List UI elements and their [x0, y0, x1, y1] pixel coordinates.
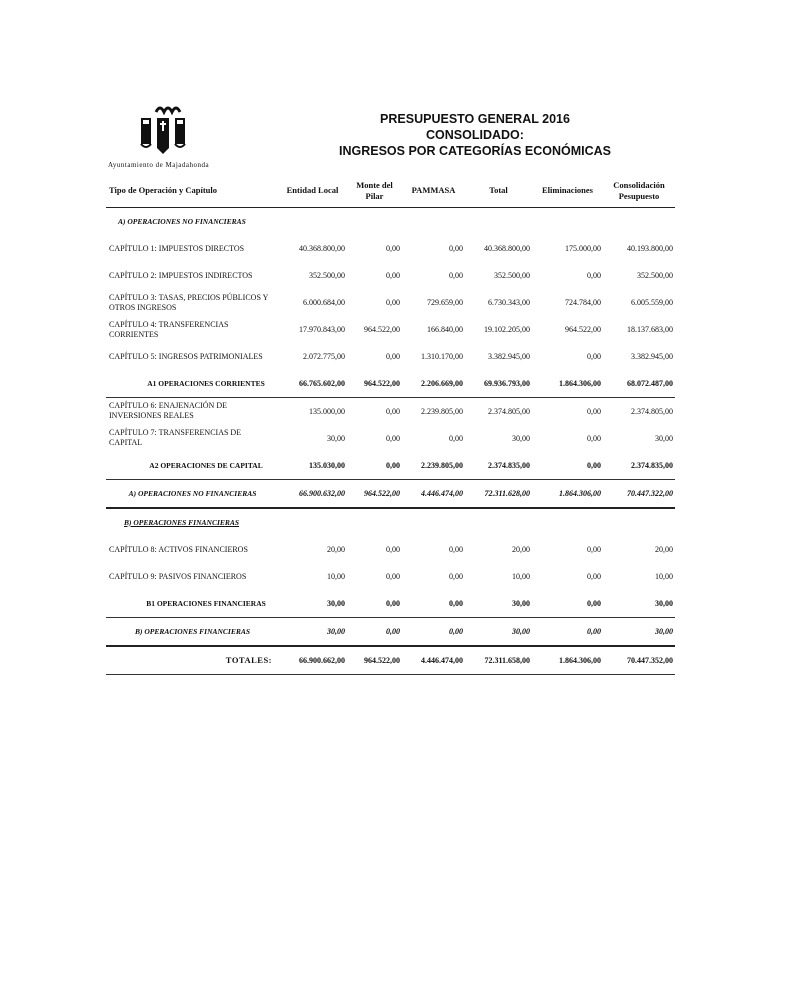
row-value: 66.765.602,00	[278, 370, 347, 398]
row-value: 0,00	[402, 617, 465, 646]
col-header-entidad: Entidad Local	[286, 185, 339, 195]
row-value: 0,00	[587, 433, 601, 443]
row-value: 0,00	[347, 617, 402, 646]
row-value: 175.000,00	[565, 244, 601, 253]
row-value: 30,00	[278, 617, 347, 646]
table-row	[106, 536, 675, 563]
row-value: 30,00	[512, 433, 530, 443]
row-value: 0,00	[587, 571, 601, 581]
row-value: 0,00	[532, 590, 603, 618]
row-value: 0,00	[386, 433, 400, 443]
row-value: 0,00	[386, 298, 400, 307]
row-value: 0,00	[386, 244, 400, 253]
row-value: 0,00	[386, 544, 400, 554]
row-value: 0,00	[347, 590, 402, 618]
row-value: 0,00	[532, 617, 603, 646]
subtotal-row-b1	[106, 590, 675, 618]
organization-name: Ayuntamiento de Majadahonda	[108, 161, 210, 169]
total-row-a	[106, 479, 675, 508]
row-value: 0,00	[587, 352, 601, 361]
row-value: 3.382.945,00	[631, 352, 673, 361]
row-value: 2.374.835,00	[603, 452, 675, 480]
row-value: 135.030,00	[278, 452, 347, 480]
row-label: CAPÍTULO 5: INGRESOS PATRIMONIALES	[109, 352, 263, 361]
row-value: 70.447.322,00	[603, 479, 675, 508]
row-value: 30,00	[278, 590, 347, 618]
row-value: 4.446.474,00	[402, 479, 465, 508]
row-value: 18.137.683,00	[627, 325, 673, 334]
col-header-consolidacion: Consolidación Pesupuesto	[613, 179, 665, 201]
report-heading: INGRESOS POR CATEGORÍAS ECONÓMICAS	[338, 144, 611, 158]
row-value: 0,00	[347, 452, 402, 480]
row-value: 724.784,00	[565, 298, 601, 307]
row-value: 0,00	[449, 433, 463, 443]
row-value: 6.000.684,00	[303, 298, 345, 307]
table-row	[106, 289, 675, 316]
table-row	[106, 398, 675, 425]
row-label: TOTALES:	[106, 646, 278, 675]
row-value: 72.311.628,00	[465, 479, 532, 508]
row-value: 166.840,00	[427, 325, 463, 334]
row-value: 6.730.343,00	[488, 298, 530, 307]
row-value: 0,00	[587, 271, 601, 280]
row-value: 70.447.352,00	[603, 646, 675, 675]
col-header-total: Total	[489, 185, 508, 195]
row-value: 0,00	[532, 452, 603, 480]
row-label: CAPÍTULO 6: ENAJENACIÓN DE INVERSIONES REALES	[109, 401, 227, 421]
report-subtitle: CONSOLIDADO:	[426, 128, 524, 142]
row-value: 352.500,00	[637, 271, 673, 280]
row-value: 10,00	[512, 571, 530, 581]
table-row	[106, 425, 675, 452]
budget-table	[106, 174, 675, 675]
row-value: 352.500,00	[309, 271, 345, 280]
row-value: 0,00	[386, 271, 400, 280]
row-value: 10,00	[655, 571, 673, 581]
total-row-b	[106, 617, 675, 646]
row-value: 0,00	[386, 571, 400, 581]
row-value: 19.102.205,00	[484, 325, 530, 334]
row-value: 20,00	[655, 544, 673, 554]
row-value: 2.374.805,00	[488, 406, 530, 416]
row-value: 0,00	[386, 406, 400, 416]
subtotal-row-a1	[106, 370, 675, 398]
col-header-pammasa: PAMMASA	[411, 185, 456, 195]
row-label: A) OPERACIONES NO FINANCIERAS	[106, 479, 278, 508]
row-value: 964.522,00	[347, 370, 402, 398]
row-value: 135.000,00	[309, 406, 345, 416]
row-label: CAPÍTULO 2: IMPUESTOS INDIRECTOS	[109, 271, 253, 280]
section-heading-b	[106, 508, 675, 536]
row-label: B) OPERACIONES FINANCIERAS	[106, 617, 278, 646]
table-row	[106, 262, 675, 289]
row-label: B1 OPERACIONES FINANCIERAS	[106, 590, 278, 618]
row-value: 0,00	[402, 590, 465, 618]
grand-total-row	[106, 646, 675, 675]
row-value: 0,00	[587, 406, 601, 416]
row-value: 30,00	[465, 590, 532, 618]
section-label: B) OPERACIONES FINANCIERAS	[124, 517, 240, 527]
row-value: 69.936.793,00	[465, 370, 532, 398]
row-label: CAPÍTULO 4: TRANSFERENCIAS CORRIENTES	[109, 319, 229, 339]
row-value: 2.374.805,00	[631, 406, 673, 416]
report-title: PRESUPUESTO GENERAL 2016	[380, 112, 570, 126]
table-row	[106, 343, 675, 370]
table-row	[106, 316, 675, 343]
row-value: 2.206.669,00	[402, 370, 465, 398]
row-value: 0,00	[449, 571, 463, 581]
row-value: 30,00	[327, 433, 345, 443]
row-value: 40.193.800,00	[627, 244, 673, 253]
row-value: 72.311.658,00	[465, 646, 532, 675]
row-value: 0,00	[449, 271, 463, 280]
row-label: CAPÍTULO 7: TRANSFERENCIAS DE CAPITAL	[109, 428, 242, 447]
row-value: 0,00	[449, 244, 463, 253]
row-value: 1.864.306,00	[532, 370, 603, 398]
row-value: 30,00	[603, 617, 675, 646]
row-value: 6.005.559,00	[631, 298, 673, 307]
row-label: A2 OPERACIONES DE CAPITAL	[106, 452, 278, 480]
col-header-monte: Monte del Pilar	[356, 179, 393, 201]
table-row	[106, 563, 675, 590]
row-value: 17.970.843,00	[299, 325, 345, 334]
row-value: 20,00	[512, 544, 530, 554]
subtotal-row-a2	[106, 452, 675, 480]
row-value: 1.310.170,00	[421, 352, 463, 361]
row-label: A1 OPERACIONES CORRIENTES	[106, 370, 278, 398]
row-value: 2.239.805,00	[402, 452, 465, 480]
row-label: CAPÍTULO 9: PASIVOS FINANCIEROS	[109, 571, 247, 581]
row-value: 68.072.487,00	[603, 370, 675, 398]
row-value: 0,00	[386, 352, 400, 361]
row-value: 2.374.835,00	[465, 452, 532, 480]
row-value: 729.659,00	[427, 298, 463, 307]
row-value: 30,00	[465, 617, 532, 646]
row-value: 0,00	[449, 544, 463, 554]
section-heading-a	[106, 208, 675, 236]
row-value: 964.522,00	[347, 646, 402, 675]
row-label: CAPÍTULO 3: TASAS, PRECIOS PÚBLICOS Y OTROS INGRESOS	[109, 292, 269, 312]
table-header-row	[106, 174, 675, 208]
row-value: 2.239.805,00	[421, 406, 463, 416]
section-label: A) OPERACIONES NO FINANCIERAS	[118, 217, 246, 226]
row-value: 66.900.662,00	[278, 646, 347, 675]
table-row	[106, 235, 675, 262]
row-value: 40.368.800,00	[299, 244, 345, 253]
row-value: 1.864.306,00	[532, 479, 603, 508]
row-value: 352.500,00	[494, 271, 530, 280]
row-value: 2.072.775,00	[303, 352, 345, 361]
row-value: 40.368.800,00	[484, 244, 530, 253]
majadahonda-crest-logo	[138, 104, 188, 156]
row-value: 0,00	[587, 544, 601, 554]
col-header-type: Tipo de Operación y Capítulo	[109, 185, 217, 195]
row-value: 3.382.945,00	[488, 352, 530, 361]
row-label: CAPÍTULO 1: IMPUESTOS DIRECTOS	[109, 244, 245, 253]
row-value: 1.864.306,00	[532, 646, 603, 675]
row-label: CAPÍTULO 8: ACTIVOS FINANCIEROS	[109, 544, 248, 554]
row-value: 964.522,00	[364, 325, 400, 334]
row-value: 30,00	[603, 590, 675, 618]
row-value: 10,00	[327, 571, 345, 581]
row-value: 20,00	[327, 544, 345, 554]
row-value: 4.446.474,00	[402, 646, 465, 675]
col-header-eliminaciones: Eliminaciones	[541, 185, 593, 195]
row-value: 964.522,00	[347, 479, 402, 508]
row-value: 964.522,00	[565, 325, 601, 334]
row-value: 66.900.632,00	[278, 479, 347, 508]
row-value: 30,00	[655, 433, 673, 443]
